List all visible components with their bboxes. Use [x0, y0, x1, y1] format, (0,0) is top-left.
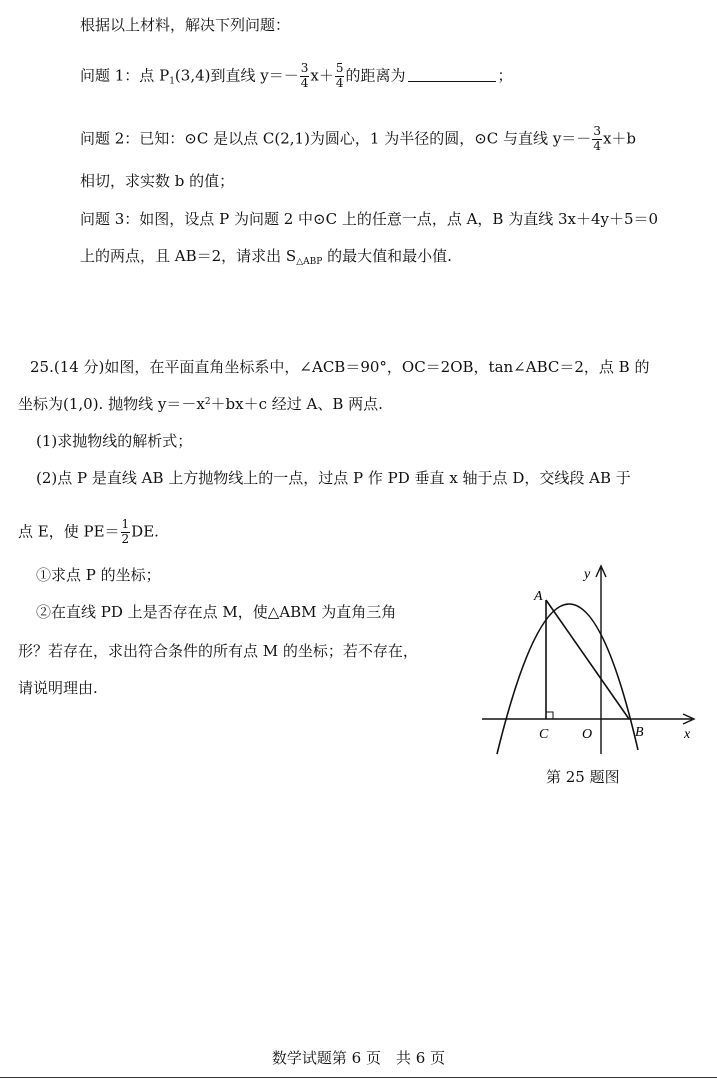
q1-mid: x＋ [310, 66, 334, 85]
figure-25 [478, 560, 702, 760]
label-a: A [534, 589, 543, 604]
q1-coord: (3,4)到直线 y＝－ [174, 66, 299, 85]
q2-fraction: $\frac{3}{4}$ [593, 124, 601, 153]
intro-text: 根据以上材料，解决下列问题： [80, 16, 291, 34]
question-2-line-1 [80, 125, 636, 154]
problem-25-sub-1: ①求点 P 的坐标； [36, 566, 161, 584]
parabola [497, 604, 638, 754]
problem-25-sub-2-line-2: 形？若存在，求出符合条件的所有点 M 的坐标；若不存在， [18, 642, 418, 660]
q1-head: 问题 1：点 P [80, 66, 170, 85]
label-x: x [684, 727, 691, 742]
figure-caption: 第 25 题图 [546, 768, 620, 786]
p25-fraction: $\frac{1}{2}$ [121, 517, 130, 546]
q1-fraction-1: $\frac{3}{4}$ [300, 61, 309, 90]
problem-25-sub-2-line-3: 请说明理由. [18, 679, 98, 697]
p25-line2-sup: 2 [204, 397, 211, 407]
label-b: B [635, 725, 644, 740]
segment-ab [546, 600, 629, 719]
question-3-line-1: 问题 3：如图，设点 P 为问题 2 中⊙C 上的任意一点，点 A，B 为直线 3x＋4y＋5＝0 [80, 210, 659, 228]
page-footer: 数学试题第 6 页 共 6 页 [271, 1049, 446, 1067]
q2-line1-tail: x＋b [602, 129, 637, 148]
problem-25-part-1: (1)求抛物线的解析式； [36, 432, 193, 450]
q3-line2-head: 上的两点，且 AB＝2，请求出 S [80, 247, 297, 265]
right-angle-mark [546, 712, 553, 719]
q1-answer-blank[interactable] [408, 67, 496, 82]
p25-part2-head: 点 E，使 PE＝ [18, 522, 120, 541]
label-c: C [539, 727, 549, 742]
problem-25-line-1: 25.(14 分)如图，在平面直角坐标系中，∠ACB＝90°，OC＝2OB，tan∠ABC＝2，点 B 的 [30, 358, 650, 376]
p25-part2-tail: DE. [131, 522, 159, 541]
q2-line1-head: 问题 2：已知：⊙C 是以点 C(2,1)为圆心，1 为半径的圆，⊙C 与直线 y＝－ [80, 129, 592, 148]
problem-25-sub-2-line-1: ②在直线 PD 上是否存在点 M，使△ABM 为直角三角 [36, 603, 397, 621]
q1-end: ； [497, 66, 513, 85]
question-1 [80, 62, 513, 91]
q3-line2-sub: △ABP [296, 257, 323, 267]
x-axis [482, 714, 694, 724]
footer-rule [0, 1077, 717, 1078]
q3-line2-tail: 的最大值和最小值. [322, 247, 452, 265]
label-y: y [584, 567, 591, 582]
p25-line2-tail: ＋bx＋c 经过 A、B 两点. [210, 395, 383, 413]
q1-fraction-2: $\frac{5}{4}$ [335, 61, 344, 90]
p25-line2-head: 坐标为(1,0). 抛物线 y＝－x [18, 395, 205, 413]
q1-tail: 的距离为 [345, 66, 406, 85]
question-3-line-2 [80, 249, 452, 267]
problem-25-part-2-line-2 [18, 518, 159, 547]
q1-sub: 1 [169, 76, 175, 87]
problem-25-line-2 [18, 397, 383, 412]
label-o: O [582, 727, 593, 742]
y-axis [596, 566, 606, 754]
question-2-line-2: 相切，求实数 b 的值； [80, 172, 235, 190]
problem-25-part-2-line-1: (2)点 P 是直线 AB 上方抛物线上的一点，过点 P 作 PD 垂直 x 轴于点 D，交线段 AB 于 [36, 469, 631, 487]
